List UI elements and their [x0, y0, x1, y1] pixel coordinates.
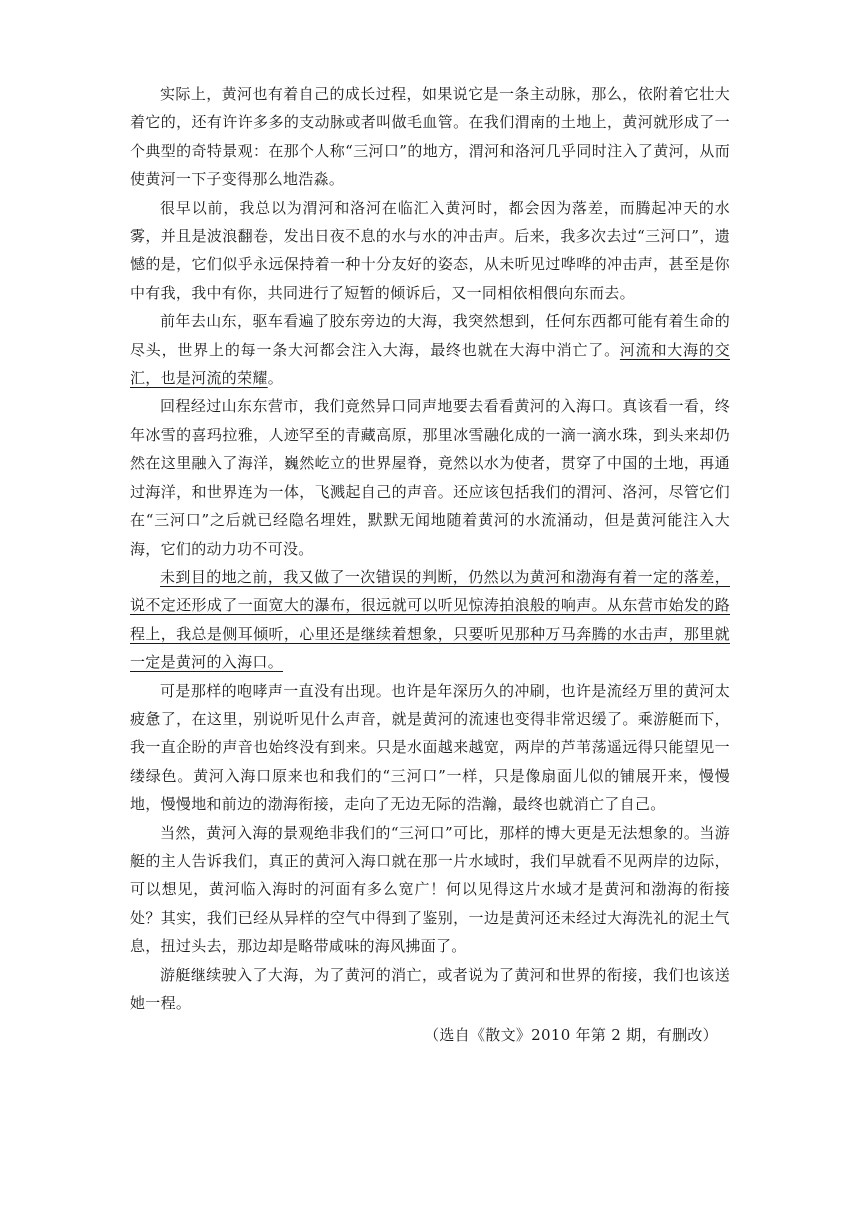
paragraph-7: 当然，黄河入海的景观绝非我们的“三河口”可比，那样的博大更是无法想象的。当游艇的主人告诉我们，真正的黄河入海口就在那一片水域时，我们早就看不见两岸的边际，可以想见，黄河临入海时的河面有多么宽广！何以见得这片水域才是黄河和渤海的衔接处？其实，我们已经从异样的空气中得到了鉴别，一边是黄河还未经过大海洗礼的泥土气息，扭过头去，那边却是略带咸味的海风拂面了。	[130, 823, 730, 956]
paragraph-2: 很早以前，我总以为渭河和洛河在临汇入黄河时，都会因为落差，而腾起冲天的水雾，并且是波浪翻卷，发出日夜不息的水与水的冲击声。后来，我多次去过“三河口”，遗憾的是，它们似乎永远保持着一种十分友好的姿态，从未听见过哗哗的冲击声，甚至是你中有我，我中有你，共同进行了短暂的倾诉后，又一同相依相偎向东而去。	[130, 198, 730, 302]
paragraph-5	[130, 563, 730, 677]
paragraph-1: 实际上，黄河也有着自己的成长过程，如果说它是一条主动脉，那么，依附着它壮大着它的，还有许许多多的支动脉或者叫做毛血管。在我们渭南的土地上，黄河就形成了一个典型的奇特景观：在那个人称“三河口”的地方，渭河和洛河几乎同时注入了黄河，从而使黄河一下子变得那么地浩淼。	[130, 85, 730, 189]
paragraph-6: 可是那样的咆哮声一直没有出现。也许是年深历久的冲刷，也许是流经万里的黄河太疲惫了，在这里，别说听见什么声音，就是黄河的流速也变得非常迟缓了。乘游艇而下，我一直企盼的声音也始终没有到来。只是水面越来越宽，两岸的芦苇荡遥远得只能望见一缕绿色。黄河入海口原来也和我们的“三河口”一样，只是像扇面儿似的铺展开来，慢慢地，慢慢地和前边的渤海衔接，走向了无边无际的浩瀚，最终也就消亡了自己。	[130, 681, 730, 814]
paragraph-3	[130, 307, 730, 392]
article-body	[130, 80, 730, 1049]
underlined-passage-2: 未到目的地之前，我又做了一次错误的判断，仍然以为黄河和渤海有着一定的落差，说不定还形成了一面宽大的瀑布，很远就可以听见惊涛拍浪般的响声。从东营市始发的路程上，我总是侧耳倾听，心里还是继续着想象，只要听见那种万马奔腾的水击声，那里就一定是黄河的入海口。	[130, 567, 730, 672]
underlined-sentence-1: 河流和大海的交汇，也是河流的荣耀	[130, 340, 730, 388]
paragraph-8: 游艇继续驶入了大海，为了黄河的消亡，或者说为了黄河和世界的衔接，我们也该送她一程。	[130, 965, 730, 1012]
paragraph-3-text: 前年去山东，驱车看遍了胶东旁边的大海，我突然想到，任何东西都可能有着生命的尽头，世界上的每一条大河都会注入大海，最终也就在大海中消亡了。	[130, 312, 730, 359]
paragraph-3-end: 。	[267, 369, 284, 388]
paragraph-4: 回程经过山东东营市，我们竟然异口同声地要去看看黄河的入海口。真该看一看，终年冰雪的喜玛拉雅，人迹罕至的青藏高原，那里冰雪融化成的一滴一滴水珠，到头来却仍然在这里融入了海洋，巍然屹立的世界屋脊，竟然以水为使者，贯穿了中国的土地，再通过海洋，和世界连为一体，飞溅起自己的声音。还应该包括我们的渭河、洛河，尽管它们在“三河口”之后就已经隐名埋姓，默默无闻地随着黄河的水流涌动，但是黄河能注入大海，它们的动力功不可没。	[130, 397, 730, 558]
source-citation: （选自《散文》2010 年第 2 期，有删改）	[424, 1026, 718, 1045]
